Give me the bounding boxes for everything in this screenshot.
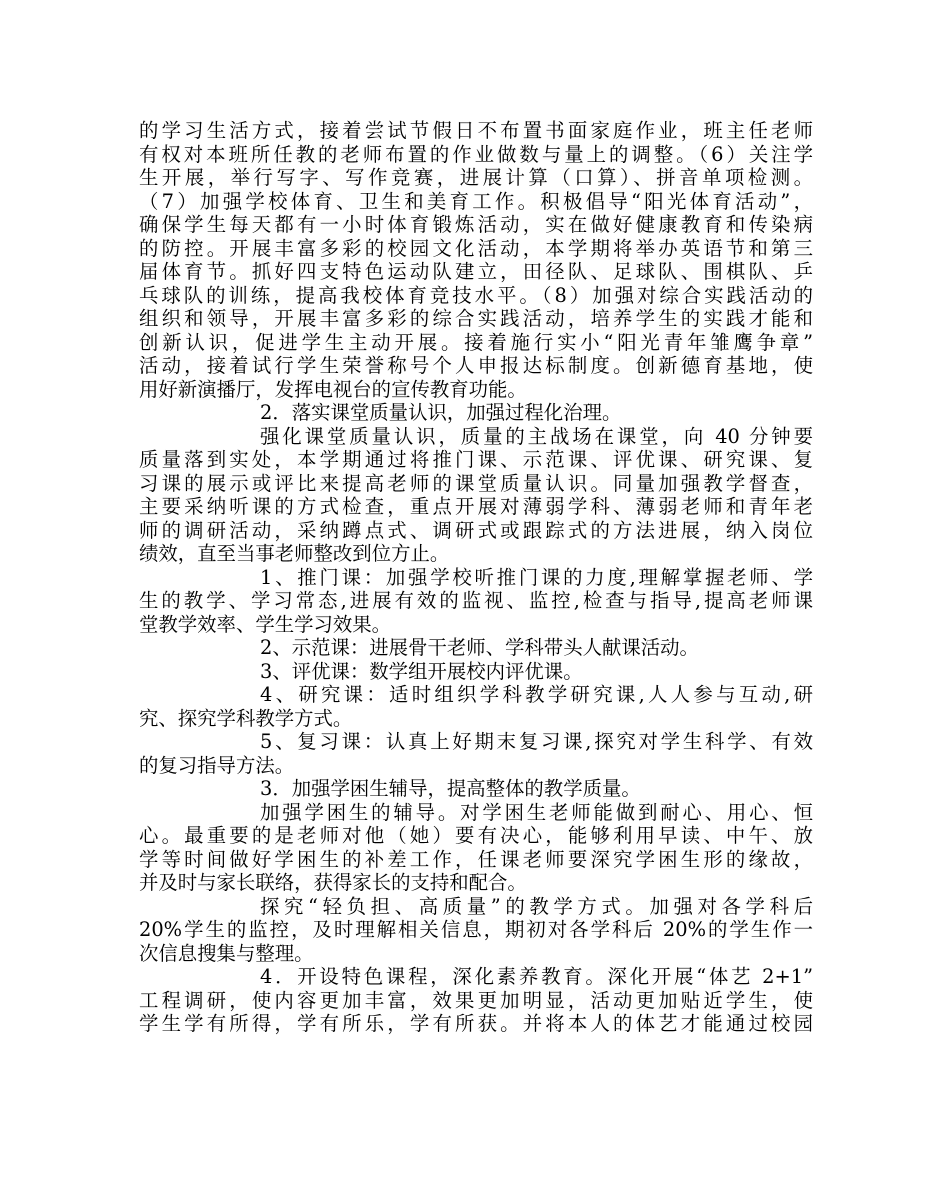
paragraph-line: 创新认识，促进学生主动开展。接着施行实小“阳光青年雏鹰争章” <box>139 330 813 354</box>
document-body <box>139 119 813 1036</box>
paragraph-line: 主要采纳听课的方式检查，重点开展对薄弱学科、薄弱老师和青年老 <box>139 495 813 518</box>
paragraph-line: 确保学生每天都有一小时体育锻炼活动，实在做好健康教育和传染病 <box>139 213 813 236</box>
paragraph-line: 学等时间做好学困生的补差工作，任课老师要深究学困生形的缘故， <box>139 847 813 871</box>
list-item-line: 3、评优课：数学组开展校内评优课。 <box>260 659 583 683</box>
paragraph-line: 习课的展示或评比来提高老师的课堂质量认识。同量加强教学督查， <box>139 471 813 495</box>
section-heading: 4．开设特色课程，深化素养教育。深化开展“体艺 2+1” <box>260 965 813 988</box>
paragraph-line: 质量落到实处，本学期通过将推门课、示范课、评优课、研究课、复 <box>139 448 813 471</box>
paragraph-line: 工程调研，使内容更加丰富，效果更加明显，活动更加贴近学生，使 <box>139 988 813 1012</box>
list-item-line: 生的教学、学习常态,进展有效的监视、监控,检查与指导,提高老师课 <box>139 589 813 612</box>
paragraph-line: 活动，接着试行学生荣誉称号个人申报达标制度。创新德育基地，使 <box>139 354 813 377</box>
paragraph-line: 师的调研活动，采纳蹲点式、调研式或跟踪式的方法进展，纳入岗位 <box>139 518 813 542</box>
paragraph-line: （7）加强学校体育、卫生和美育工作。积极倡导“阳光体育活动”， <box>139 189 813 213</box>
list-item-line: 1、推门课：加强学校听推门课的力度,理解掌握老师、学 <box>260 565 813 589</box>
paragraph-line: 的防控。开展丰富多彩的校园文化活动，本学期将举办英语节和第三 <box>139 236 813 260</box>
paragraph-line: 并及时与家长联络，获得家长的支持和配合。 <box>139 871 527 894</box>
paragraph-line: 乓球队的训练，提高我校体育竞技水平。（8）加强对综合实践活动的 <box>139 283 813 307</box>
paragraph-line: 有权对本班所任教的老师布置的作业做数与量上的调整。（6）关注学 <box>139 142 813 166</box>
paragraph-line: 学生学有所得，学有所乐，学有所获。并将本人的体艺才能通过校园 <box>139 1012 813 1035</box>
list-item-line: 2、示范课：进展骨干老师、学科带头人献课活动。 <box>260 636 699 659</box>
section-heading: 3．加强学困生辅导，提高整体的教学质量。 <box>260 777 641 800</box>
paragraph-line: 绩效，直至当事老师整改到位方止。 <box>139 542 450 565</box>
paragraph-line: 届体育节。抓好四支特色运动队建立，田径队、足球队、围棋队、乒 <box>139 260 813 283</box>
paragraph-line: 组织和领导，开展丰富多彩的综合实践活动，培养学生的实践才能和 <box>139 307 813 330</box>
paragraph-line: 强化课堂质量认识，质量的主战场在课堂，向 40 分钟要 <box>260 424 813 448</box>
list-item-line: 的复习指导方法。 <box>139 753 295 777</box>
paragraph-line: 生开展，举行写字、写作竞赛，进展计算（口算）、拼音单项检测。 <box>139 166 813 189</box>
list-item-line: 究、探究学科教学方式。 <box>139 706 353 730</box>
paragraph-line: 探究“轻负担、高质量”的教学方式。加强对各学科后 <box>260 894 813 918</box>
list-item-line: 5、复习课：认真上好期末复习课,探究对学生科学、有效 <box>260 730 813 753</box>
list-item-line: 4、研究课：适时组织学科教学研究课,人人参与互动,研 <box>260 683 813 706</box>
section-heading: 2．落实课堂质量认识，加强过程化治理。 <box>260 401 622 424</box>
paragraph-line: 的学习生活方式，接着尝试节假日不布置书面家庭作业，班主任老师 <box>139 119 813 142</box>
paragraph-line: 心。最重要的是老师对他（她）要有决心，能够利用早读、中午、放 <box>139 824 813 847</box>
paragraph-line: 加强学困生的辅导。对学困生老师能做到耐心、用心、恒 <box>260 800 813 824</box>
list-item-line: 堂教学效率、学生学习效果。 <box>139 612 392 636</box>
paragraph-line: 用好新演播厅，发挥电视台的宣传教育功能。 <box>139 377 527 401</box>
paragraph-line: 次信息搜集与整理。 <box>139 941 314 965</box>
paragraph-line: 20%学生的监控，及时理解相关信息，期初对各学科后 20%的学生作一 <box>139 918 813 941</box>
